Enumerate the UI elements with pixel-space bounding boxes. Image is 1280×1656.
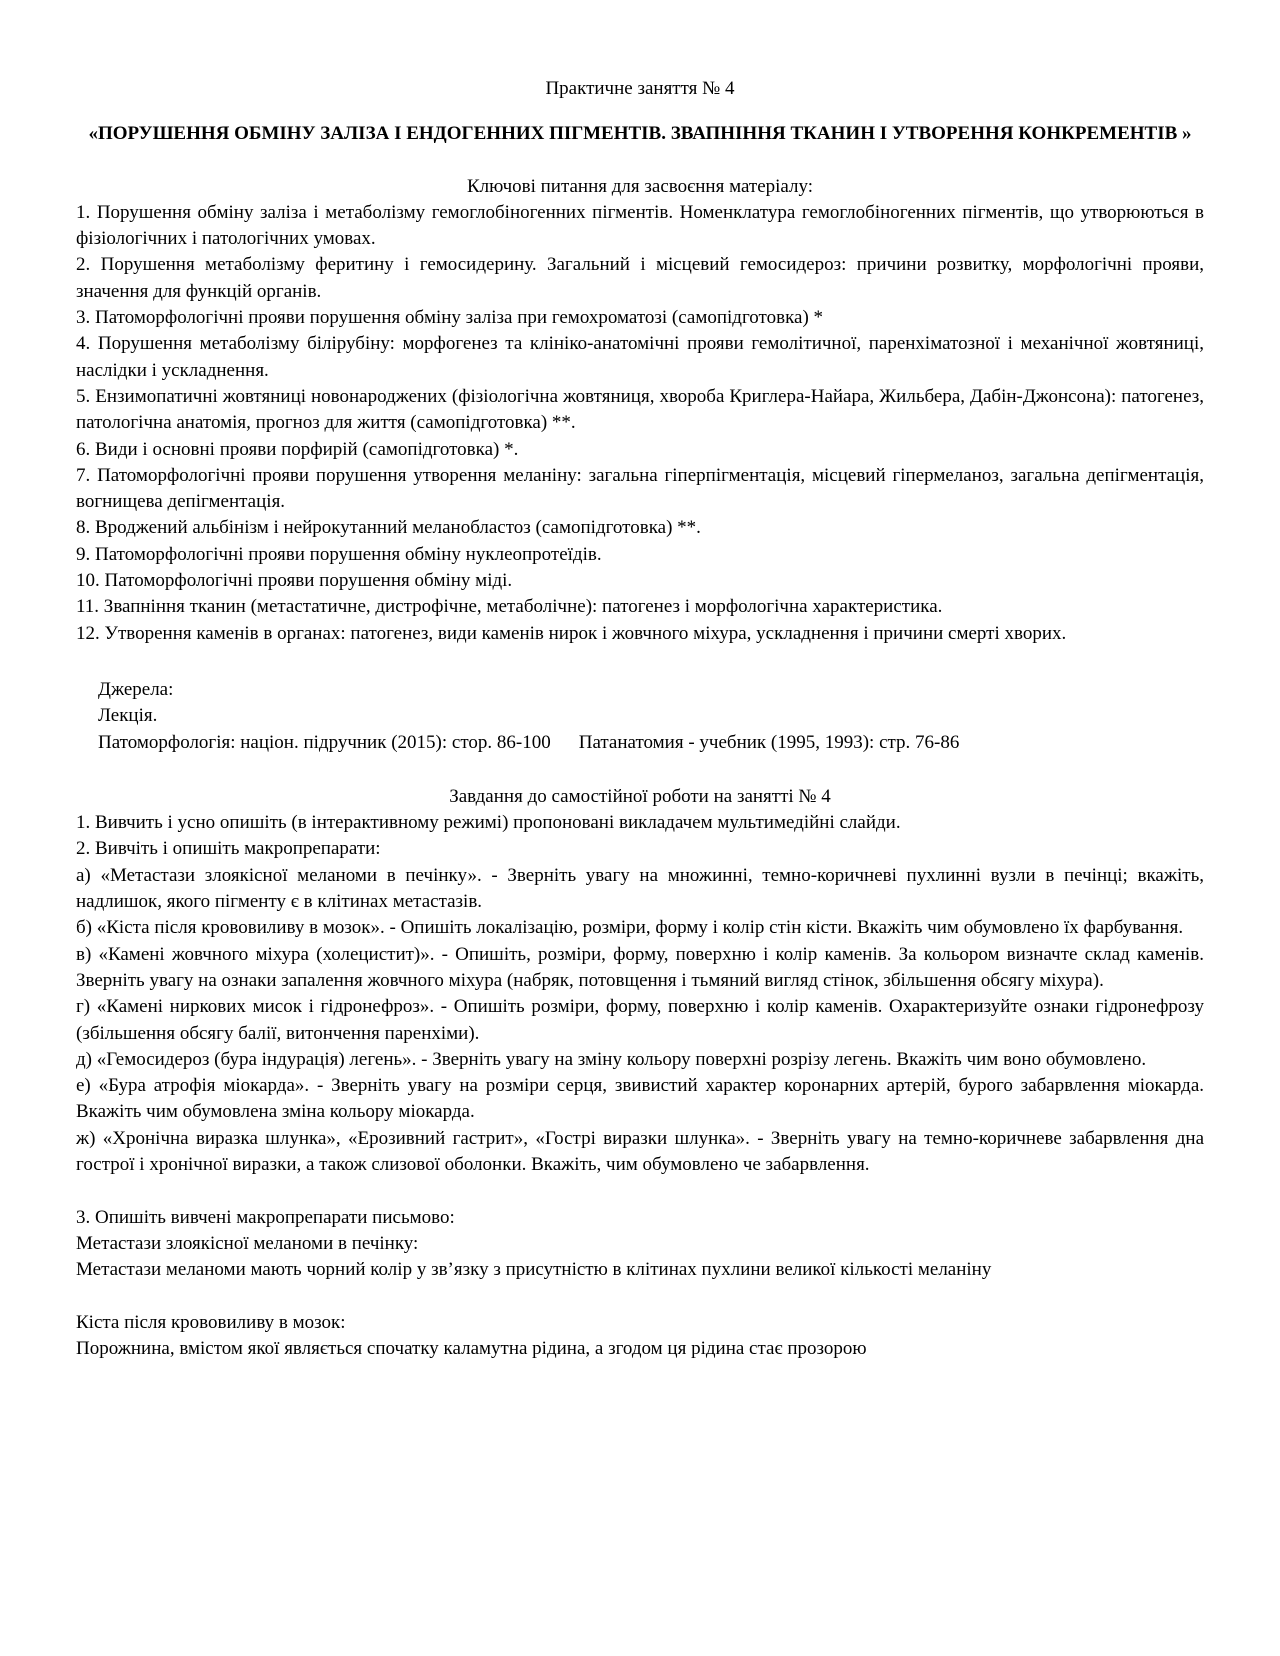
key-question-item: 1. Порушення обміну заліза і метаболізму гемоглобіногенних пігментів. Номенклатура гемоглобіногенних пігментів, що утворюються в фізіологічних і патологічних умовах.	[76, 201, 1204, 250]
sources-section	[76, 677, 1204, 756]
specimen-item: д) «Гемосидероз (бура індурація) легень». - Зверніть увагу на зміну кольору поверхні розрізу легень. Вкажіть чим воно обумовлено.	[76, 1048, 1147, 1070]
key-question-item: 5. Ензимопатичні жовтяниці новонароджених (фізіологічна жовтяниця, хвороба Криглера-Найара, Жильбера, Дабін-Джонсона): патогенез, патологічна анатомія, прогноз для життя (самопідготовка) **.	[76, 385, 1204, 434]
specimen-item: в) «Камені жовчного міхура (холецистит)». - Опишіть, розміри, форму, поверхню і колір каменів. За кольором визначте склад каменів. Зверніть увагу на ознаки запалення жовчного міхура (набряк, потовщення і тьмяний вигляд стінок, збільшення обсягу міхура).	[76, 943, 1204, 991]
key-question-item: 12. Утворення каменів в органах: патогенез, види каменів нирок і жовчного міхура, ускладнення і причини смерті хворих.	[76, 622, 1067, 644]
source-textbook-ua: Патоморфологія: націон. підручник (2015): стор. 86-100	[98, 731, 551, 753]
key-question-item: 2. Порушення метаболізму феритину і гемосидерину. Загальний і місцевий гемосидероз: причини розвитку, морфологічні прояви, значення для функцій органів.	[76, 254, 1204, 302]
written-entry-title: Кіста після крововиливу в мозок:	[76, 1311, 346, 1333]
key-question-item: 7. Патоморфологічні прояви порушення утворення меланіну: загальна гіперпігментація, місцевий гіпермеланоз, загальна депігментація, вогнищева депігментація.	[76, 464, 1204, 513]
key-question-item: 8. Вроджений альбінізм і нейрокутанний меланобластоз (самопідготовка) **.	[76, 517, 701, 539]
tasks-section	[76, 784, 1204, 1178]
key-question-item: 3. Патоморфологічні прояви порушення обміну заліза при гемохроматозі (самопідготовка) *	[76, 307, 824, 329]
specimen-item: а) «Метастази злоякісної меланоми в печінку». - Зверніть увагу на множинні, темно-коричневі пухлинні вузли в печінці; вкажіть, надлишок, якого пігменту є в клітинах метастазів.	[76, 864, 1204, 913]
lesson-number: Практичне заняття № 4	[545, 78, 735, 99]
key-question-item: 6. Види і основні прояви порфирій (самопідготовка) *.	[76, 438, 519, 460]
document-title: «ПОРУШЕННЯ ОБМІНУ ЗАЛІЗА І ЕНДОГЕННИХ ПІГМЕНТІВ. ЗВАПНІННЯ ТКАНИН І УТВОРЕННЯ КОНКРЕМЕНТІВ »	[88, 123, 1192, 145]
source-textbook-ru: Патанатомия - учебник (1995, 1993): стр. 76-86	[578, 731, 960, 753]
specimen-item: г) «Камені ниркових мисок і гідронефроз». - Опишіть розміри, форму, поверхню і колір каменів. Охарактеризуйте ознаки гідронефрозу (збільшення обсягу балії, витончення паренхіми).	[76, 996, 1204, 1044]
specimen-item: б) «Кіста після крововиливу в мозок». - Опишіть локалізацію, розміри, форму і колір стін кісти. Вкажіть чим обумовлено їх фарбування.	[76, 917, 1184, 939]
task-item: 2. Вивчіть і опишіть макропрепарати:	[76, 838, 381, 860]
written-entry-text: Порожнина, вмістом якої являється спочатку каламутна рідина, а згодом ця рідина стає прозорою	[76, 1338, 867, 1360]
written-entry-title: Метастази злоякісної меланоми в печінку:	[76, 1232, 419, 1254]
source-books-line	[98, 730, 1204, 756]
specimen-item: е) «Бура атрофія міокарда». - Зверніть увагу на розміри серця, звивистий характер коронарних артерій, бурого забарвлення міокарда. Вкажіть чим обумовлена зміна кольору міокарда.	[76, 1075, 1204, 1123]
key-question-item: 11. Звапніння тканин (метастатичне, дистрофічне, метаболічне): патогенез і морфологічна характеристика.	[76, 596, 943, 618]
key-question-item: 10. Патоморфологічні прояви порушення обміну міді.	[76, 570, 513, 592]
written-heading: 3. Опишіть вивчені макропрепарати письмово:	[76, 1206, 455, 1228]
key-questions-heading: Ключові питання для засвоєння матеріалу:	[466, 175, 814, 197]
source-lecture: Лекція.	[98, 705, 158, 727]
key-question-item: 4. Порушення метаболізму білірубіну: морфогенез та клініко-анатомічні прояви гемолітичної, паренхіматозної і механічної жовтяниці, наслідки і ускладнення.	[76, 333, 1204, 381]
sources-heading: Джерела:	[98, 678, 174, 700]
task-item: 1. Вивчить і усно опишіть (в інтерактивному режимі) пропоновані викладачем мультимедійні слайди.	[76, 812, 901, 834]
key-questions-section	[76, 174, 1204, 647]
written-descriptions-section	[76, 1205, 1204, 1363]
tasks-heading: Завдання до самостійної роботи на занятті № 4	[449, 785, 831, 807]
key-question-item: 9. Патоморфологічні прояви порушення обміну нуклеопротеїдів.	[76, 543, 602, 565]
written-entry-text: Метастази меланоми мають чорний колір у зв’язку з присутністю в клітинах пухлини великої кількості меланіну	[76, 1259, 992, 1281]
specimen-item: ж) «Хронічна виразка шлунка», «Ерозивний гастрит», «Гострі виразки шлунка». - Зверніть увагу на темно-коричневе забарвлення дна гострої і хронічної виразки, а також слизової оболонки. Вкажіть, чим обумовлено че забарвлення.	[76, 1127, 1204, 1175]
